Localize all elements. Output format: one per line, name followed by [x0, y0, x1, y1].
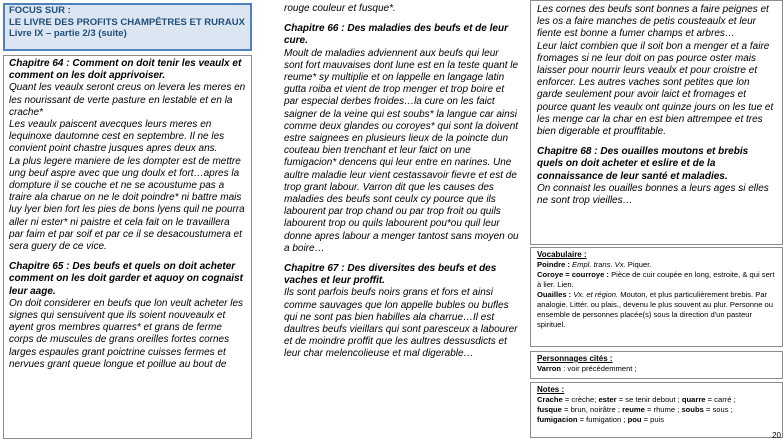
- vocabulary-heading: Vocabulaire :: [537, 250, 587, 259]
- continued-text: Les cornes des beufs sont bonnes a faire peignes et les os a faire manches de petis cousteaulx et leur fiente est bonne a fumer champs et arbres…: [537, 4, 769, 40]
- notes-line: Crache = crèche; ester = se tenir debout ; quarre = carré ;: [537, 395, 736, 404]
- notes-line: fumigacion = fumigation ; pou = puis: [537, 415, 665, 424]
- chapter-64-paragraph: Les veaulx paiscent avecques leurs meres en lequinoxe dautomne cest en septembre. Il ne les convient point chastre jusques apres deux ans.: [9, 119, 225, 155]
- page-number: 20: [772, 431, 781, 440]
- focus-label: FOCUS SUR :: [9, 5, 71, 16]
- focus-title-box: [3, 3, 252, 51]
- notes-heading: Notes :: [537, 385, 565, 394]
- notes-box: [530, 382, 783, 438]
- book-title: LE LIVRE DES PROFITS CHAMPÊTRES ET RURAUX: [9, 16, 245, 28]
- chapter-64-paragraph: Quant les veaulx seront creus on levera les meres en les nourissant de verte pasture en lestable et en la crache*: [9, 82, 246, 118]
- persons-box: [530, 351, 783, 379]
- chapter-65-title: Chapitre 65 : Des beufs et quels on doit acheter comment on les doit garder et aquoy on cognaist leur aage.: [9, 261, 243, 297]
- column-1: [3, 55, 252, 439]
- chapter-64-paragraph: La plus legere maniere de les dompter est de mettre ung beuf aspre avec que ung doulx et fort…apres la dompture il se couche et ne se acoustume pas a traire ala charue on ne le doit poindre* ni battre mais luy lyer bien fort les pies de bons lyens quil ne pourra aller ni ester* ni paistre et cela fait on le travaillera par faim et par soif et par ce il se desacoustumera et sera guery de ce vice.: [9, 155, 245, 253]
- chapter-67-paragraph: Ils sont parfois beufs noirs grans et fors et ainsi comme sauvages que lon appelle bubles ou bufles qui ne sont pas bien habilles ala charrue…Il est daultres beufs vieillars qui sont paresceux a labourer et de moindre proffit que les aultres dessusdicts et leur char melencolieuse et mal digerable…: [284, 287, 518, 360]
- chapter-66-title: Chapitre 66 : Des maladies des beufs et de leur cure.: [284, 23, 508, 47]
- column-3: [530, 0, 783, 245]
- person-entry: Varron : voir précédemment ;: [537, 364, 637, 373]
- notes-line: fusque = brun, noirâtre ; reume = rhume ; soubs = sous ;: [537, 405, 733, 414]
- chapter-64-title: Chapitre 64 : Comment on doit tenir les veaulx et comment on les doit apprivoiser.: [9, 58, 242, 82]
- column-2: [278, 0, 526, 441]
- chapter-65-paragraph: On doit considerer en beufs que lon veult acheter les signes qui sensuivent que ils soient nouveaulx et ayent gros membres quarres* et grans de ferme corps de muscules de grans oreilles fortes cornes larges espaules grant poictrine cuisses fermes et nervues grant queue longue et poillue au bout de: [9, 297, 244, 370]
- vocabulary-box: [530, 247, 783, 347]
- continued-text: rouge couleur et fusque*.: [284, 3, 396, 14]
- persons-heading: Personnages cités :: [537, 354, 613, 363]
- chapter-68-paragraph: On connaist les ouailles bonnes a leurs ages si elles ne sont trop vieilles…: [537, 182, 769, 207]
- vocab-entry: Ouailles : Vx. et région. Mouton, et plus particulièrement brebis. Par analogie. Littér. ou plais., devenu le plus souvent au plur. Personne ou ensemble de personnes placée(s) sous la direction d'un pasteur spirituel.: [537, 290, 773, 329]
- chapter-66-paragraph: Moult de maladies adviennent aux beufs qui leur sont fort mauvaises dont lune est en la teste quant le reume* sy multiplie et on lappelle en langage latin gutta roiba et vient de trop menger et trop boire et par especial derbes froides…la cure on les faict saigner de la veine qui est soubs* la langue car ainsi comme deux glandes ou coroyes* qui sont la doivent estre saignees en plusieurs lieux de la poincte dun couteau bien trenchant et leur faict on une fumigacion* dencens qui leur entre en narines. Une aultre maladie leur vient cestassavoir fievre et est de trop grant labour. Varron dit que les causes des maladies des beufs sont ceulx cy pource que ils labourent par trop chand ou par trop froit ou quils labourent trop ou quils labourent pou*ou quil leur donne apres labour a menger tantost sans moyen ou a boire…: [284, 47, 519, 254]
- continued-text: Leur laict combien que il soit bon a menger et a faire fromages si ne leur doit on pas pource oster mais laisser pour nourrir leurs veaulx et pour croistre et enforcer. Les autres vaches sont petites que lon garde seulement pour avoir laict et fromages et pource quant les veaulx ont quinze jours on les tue et les menge car la char en est bien attrempee et tres bien digerable et prouffitable.: [537, 40, 774, 138]
- vocab-entry: Coroye = courroye : Pièce de cuir coupée en long, estroite, & qui sert à lier. Lien.: [537, 270, 775, 289]
- part-label: Livre IX – partie 2/3 (suite): [9, 28, 127, 39]
- chapter-68-title: Chapitre 68 : Des ouailles moutons et brebis quels on doit acheter et eslire et de la connaissance de leur santé et maladies.: [537, 146, 749, 182]
- vocab-entry: Poindre : Empl. trans. Vx. Piquer.: [537, 260, 652, 269]
- chapter-67-title: Chapitre 67 : Des diversites des beufs et des vaches et leur proffit.: [284, 263, 497, 287]
